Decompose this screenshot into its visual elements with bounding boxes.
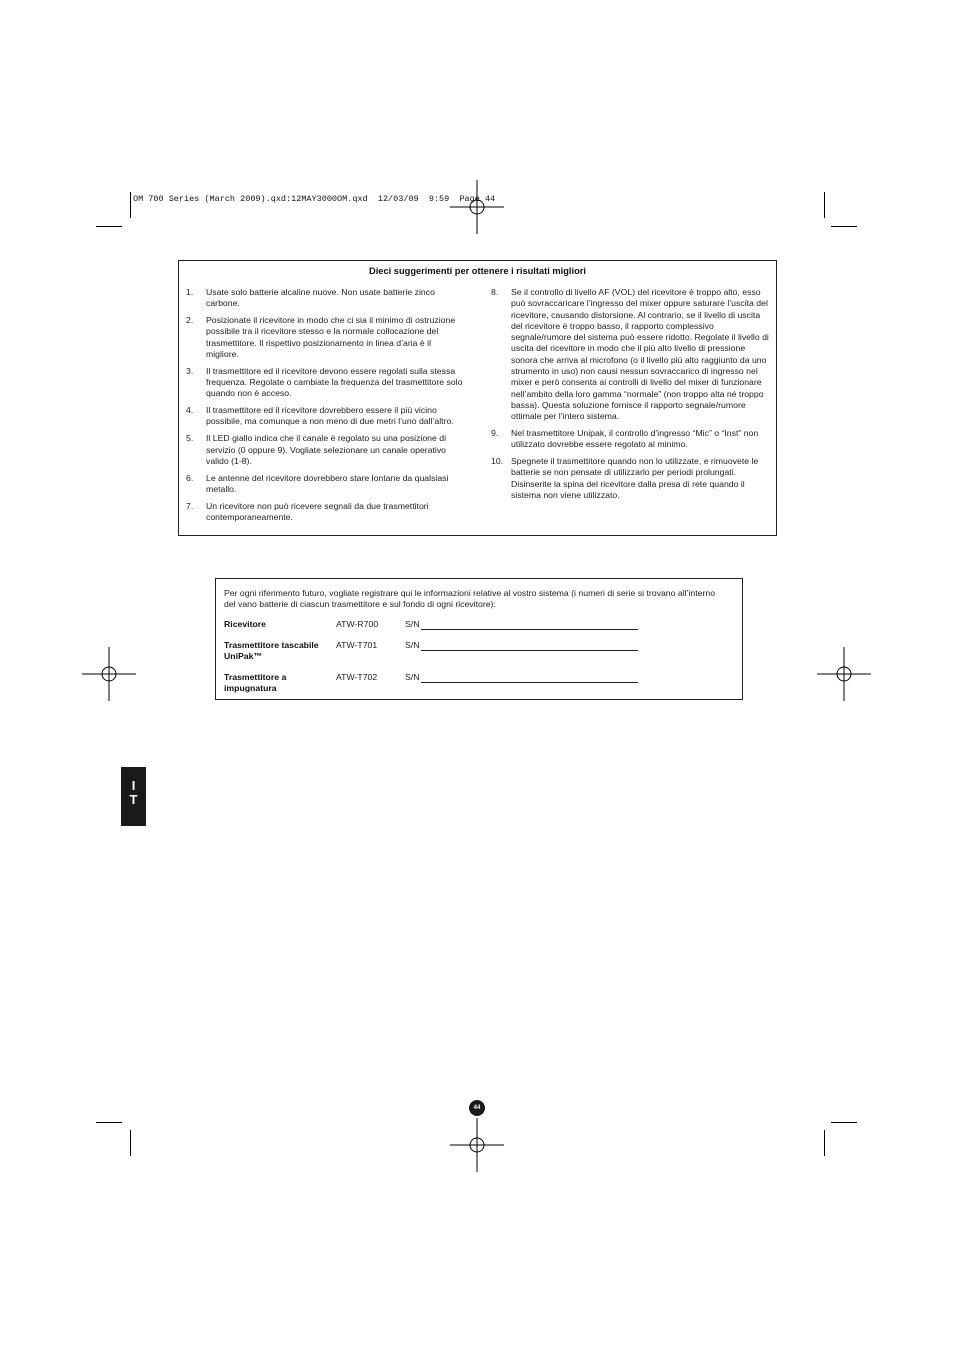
registration-model: ATW-T701 (336, 640, 378, 650)
tips-column-left (186, 287, 466, 529)
registration-mark-icon (450, 180, 504, 234)
tips-title: Dieci suggerimenti per ottenere i risultati migliori (369, 266, 586, 276)
registration-mark-icon (450, 1118, 504, 1172)
registration-mark-icon (817, 647, 871, 701)
registration-sn-label: S/N (405, 640, 420, 650)
tip-item (491, 456, 771, 501)
tip-item (186, 501, 466, 524)
tip-text: Nel trasmettitore Unipak, il controllo d’ingresso “Mic” o “Inst” non utilizzato dovrebbe essere regolato al minimo. (511, 428, 759, 450)
registration-intro: Per ogni riferimento futuro, vogliate registrare qui le informazioni relative al vostro sistema (i numeri di serie si trovano all’interno del vano batterie di ciascun trasmettitore e sul fondo di ogni ricevitore): (224, 588, 716, 610)
serial-number-field[interactable] (421, 629, 638, 630)
tip-item (186, 315, 466, 360)
registration-sn-label: S/N (405, 672, 420, 682)
language-tab (121, 767, 146, 826)
registration-mark-icon (82, 647, 136, 701)
registration-label: Ricevitore (224, 619, 267, 629)
tip-number: 8. (491, 287, 499, 297)
registration-row (224, 672, 736, 696)
tip-number: 10. (491, 456, 504, 467)
tips-column-right (491, 287, 771, 507)
tip-text: Usate solo batterie alcaline nuove. Non usate batterie zinco carbone. (206, 287, 435, 309)
crop-mark (130, 192, 131, 218)
page-number-badge: 44 (469, 1100, 485, 1116)
registration-label: Trasmettitore a impugnatura (224, 672, 287, 693)
tip-item (491, 287, 771, 423)
crop-mark (831, 1122, 857, 1123)
tip-item (186, 473, 466, 496)
registration-model: ATW-T702 (336, 672, 378, 682)
crop-mark (824, 1130, 825, 1156)
tip-number: 3. (186, 365, 194, 376)
tip-text: Il LED giallo indica che il canale è regolato su una posizione di servizio (0 oppure 9). Vogliate selezionare un canale operativo valido (1-8). (206, 433, 447, 466)
language-tab-letter: T (129, 792, 138, 807)
tip-text: Il trasmettitore ed il ricevitore devono essere regolati sulla stessa frequenza. Regolate o cambiate la frequenza del trasmettitore solo quando non è acceso. (206, 365, 463, 399)
tip-text: Un ricevitore non può ricevere segnali da due trasmettitori contemporaneamente. (206, 500, 429, 523)
registration-label: Trasmettitore tascabile UniPak™ (224, 640, 319, 661)
tip-text: Le antenne del ricevitore dovrebbero stare lontane da qualsiasi metallo. (206, 472, 449, 494)
registration-model: ATW-R700 (336, 619, 379, 629)
tip-item (186, 287, 466, 310)
crop-mark (96, 1122, 122, 1123)
tip-number: 4. (186, 405, 194, 416)
tip-text: Posizionate il ricevitore in modo che ci sia il minimo di ostruzione possibile tra il ricevitore stesso e la normale collocazione del trasmettitore. Il rispettivo posizionamento in linea d’aria è il migliore. (206, 315, 456, 359)
crop-mark (130, 1130, 131, 1156)
crop-mark (824, 192, 825, 218)
tip-item (186, 405, 466, 428)
tip-number: 5. (186, 433, 194, 444)
tip-text: Spegnete il trasmettitore quando non lo utilizzate, e rimuovete le batterie se non pensate di utilizzarlo per periodi prolungati. Disinserite la spina del ricevitore dalla presa di rete quando il sistema non viene utilizzato. (511, 456, 759, 501)
slug-line: OM 700 Series (March 2009).qxd:12MAY3000OM.qxd 12/03/09 9:59 Page 44 (133, 194, 496, 204)
tip-number: 6. (186, 472, 194, 483)
tip-item (186, 433, 466, 467)
crop-mark (831, 226, 857, 227)
tip-item (186, 366, 466, 400)
crop-mark (96, 226, 122, 227)
serial-registration-box (215, 578, 743, 700)
tip-number: 2. (186, 315, 194, 326)
tip-text: Se il controllo di livello AF (VOL) del ricevitore è troppo alto, esso può sovraccaricare l’ingresso del mixer oppure saturare l’uscita del ricevitore, causando distorsione. Al contrario, se il livello di uscita del ricevitore è troppo basso, il rapporto complessivo segnale/rumore del sistema può essere ridotto. Regolate il livello di uscita del ricevitore in modo che il più alto livello di pressione sonora che arriva al microfono (o il livello più alto raggiunto da uno strumento in uso) non causi nessun sovraccarico di ingresso nel mixer e però consenta ai controlli di livello del mixer di funzionare nell’ambito della loro gamma “normale” (non troppo alta né troppo bassa). Questa soluzione fornisce il rapporto segnale/rumore ottimale per l’intero sistema. (511, 287, 769, 422)
tips-box (178, 260, 777, 536)
tip-number: 7. (186, 500, 194, 511)
serial-number-field[interactable] (421, 682, 638, 683)
tip-text: Il trasmettitore ed il ricevitore dovrebbero essere il più vicino possibile, ma comunque a non meno di due metri l’uno dall’altro. (206, 405, 454, 427)
tip-number: 1. (186, 287, 194, 297)
registration-sn-label: S/N (405, 619, 420, 629)
tip-number: 9. (491, 428, 499, 439)
language-tab-letter: I (131, 778, 136, 793)
tip-item (491, 428, 771, 451)
serial-number-field[interactable] (421, 650, 638, 651)
registration-row (224, 640, 736, 664)
